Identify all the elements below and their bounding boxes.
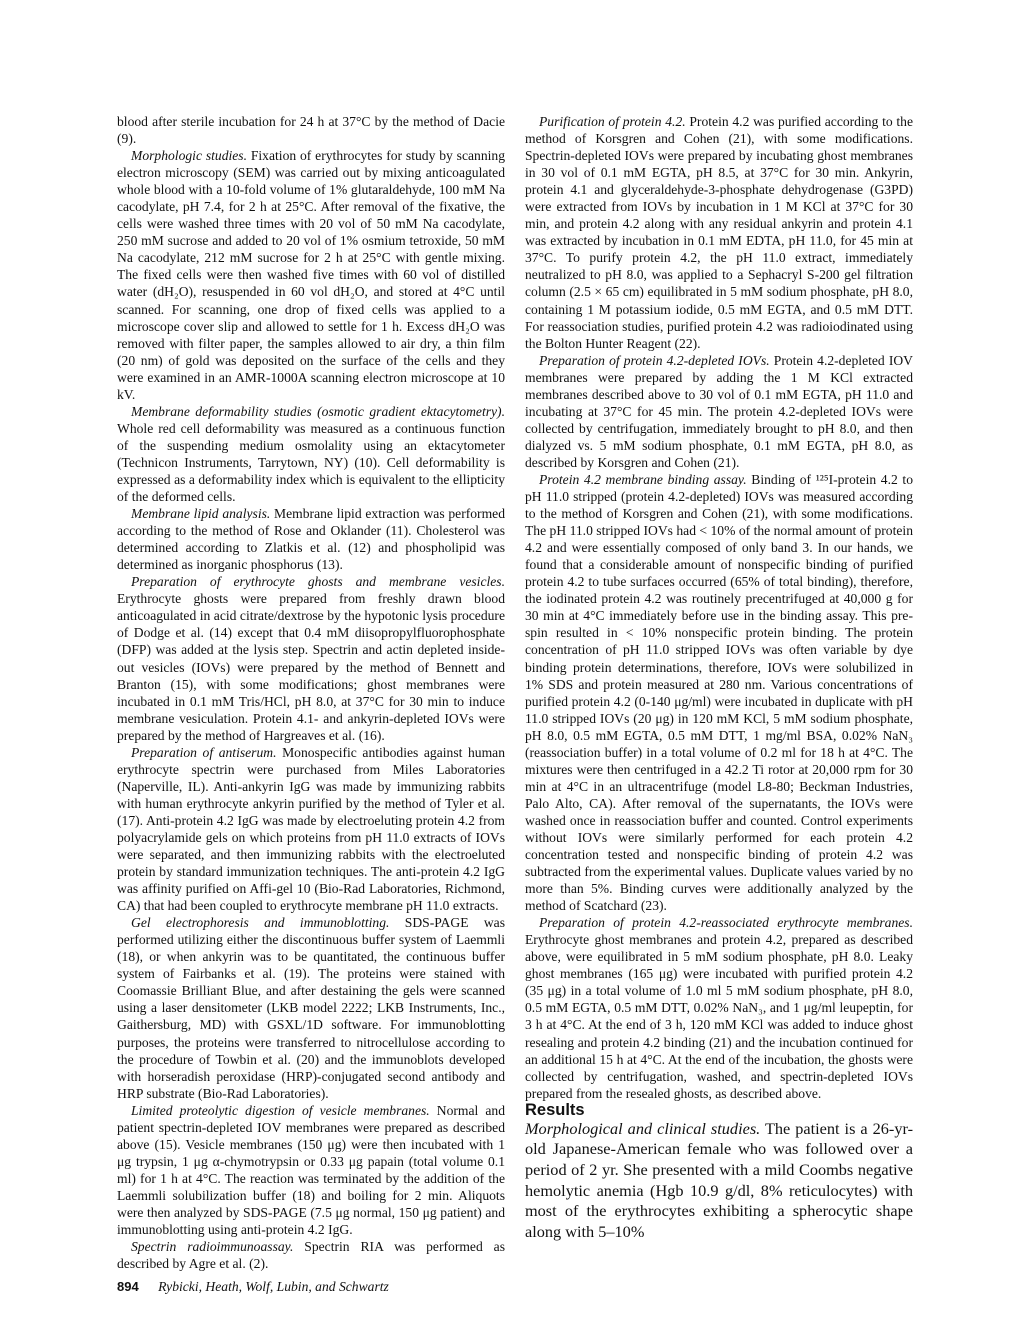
page-number: 894 xyxy=(117,1279,139,1294)
subsection-lead: Preparation of protein 4.2-depleted IOVs. xyxy=(539,352,770,368)
subsection-lead: Membrane lipid analysis. xyxy=(131,506,271,522)
subsection-lead: Preparation of antiserum. xyxy=(131,744,277,760)
subsection-lead: Morphologic studies. xyxy=(131,148,247,164)
paragraph-text: SDS-PAGE was performed utilizing either the discontinuous buffer system of Laemmli (18), or when ankyrin was to be quantitated, the continuous buffer system of Fairbanks et al. (19). The proteins were stained with Coomassie Brilliant Blue, and after destaining the gels were scanned using a laser densitometer (LKB model 2222; LKB Instruments, Inc., Gaithersburg, MD) with GSXL/1D software. For immunoblotting purposes, the proteins were transferred to nitrocellulose according to the procedure of Towbin et al. (20) and the immunoblots developed with horseradish peroxidase (HRP)-conjugated second antibody and HRP substrate (Bio-Rad Laboratories). xyxy=(117,915,506,1101)
paragraph-text: Erythrocyte ghost membranes and protein 4.2, prepared as described above, were equilibrated in 5 mM sodium phosphate, pH 8.0. Leaky ghost membranes (165 μg) were incubated with purified protein 4.2 (35 μg) in a total volume of 1.0 ml 5 mM sodium phosphate, pH 8.0, 0.5 mM EGTA, 0.5 mM DTT, 0.02% NaN₃, and 1 μg/ml leupeptin, for 3 h at 4°C. At the end of 3 h, 120 mM KCl was added to induce ghost resealing and protein 4.2 binding (21) and the incubation continued for an additional 15 h at 4°C. At the end of the incubation, the ghosts were collected by centrifugation, washed, and spectrin-depleted IOVs prepared from the resealed ghosts, as described above. xyxy=(525,932,913,1101)
paragraph-text: Binding of ¹²⁵I-protein 4.2 to pH 11.0 stripped (protein 4.2-depleted) IOVs was measured according to the method of Korsgren and Cohen (21), with some modifications. The pH 11.0 stripped IOVs had < 10% of the normal amount of protein 4.2 and were essentially composed of only band 3. In our hands, we found that a considerable amount of nonspecific binding of purified protein 4.2 to tube surfaces occurred (65% of total binding), therefore, the iodinated protein 4.2 was routinely precentrifuged at 40,000 g for 30 min at 4°C immediately before use in the binding assay. This pre-spin resulted in < 10% nonspecific protein binding. The protein concentration of pH 11.0 stripped IOVs was often variable by dye binding protein determinations, therefore, IOVs were solubilized in 1% SDS and protein measured at 280 nm. Various concentrations of purified protein 4.2 (0-140 μg/ml) were incubated in duplicate with pH 11.0 stripped IOVs (20 μg) in 120 mM KCl, 5 mM sodium phosphate, pH 8.0, 0.5 mM EGTA, 0.5 mM DTT, 1 mg/ml BSA, 0.02% NaN₃ (reassociation buffer) in a total volume of 0.2 ml for 18 h at 4°C. The mixtures were then centrifuged in a 42.2 Ti rotor at 20,000 rpm for 30 min at 4°C in an ultracentrifuge (model L8-80; Beckman Industries, Palo Alto, CA). After removal of the supernatants, the IOVs were washed once in reassociation buffer and counted. Control experiments without IOVs were similarly performed for each protein 4.2 concentration tested and nonspecific binding of protein 4.2 was subtracted from the experimental values. Duplicate values varied by no more than 5%. Binding curves were additionally analyzed by the method of Scatchard (23). xyxy=(525,471,913,914)
paragraph xyxy=(525,471,913,914)
paragraph-text: Whole red cell deformability was measured as a continuous function of the suspending medium osmolality using an ektacytometer (Technicon Instruments, Tarrytown, NY) (10). Cell deformability is expressed as a deformability index which is equivalent to the ellipticity of the deformed cells. xyxy=(117,420,505,505)
subsection-lead: Purification of protein 4.2. xyxy=(539,114,686,129)
paragraph xyxy=(117,914,505,1102)
left-column xyxy=(117,113,505,1272)
paragraph-text: Membrane lipid extraction was performed according to the method of Rose and Oklander (11). Cholesterol was determined according to Zlatkis et al. (12) and phospholipid was determined as inorganic phosphorus (13). xyxy=(117,506,505,573)
paragraph-text: Normal and patient spectrin-depleted IOV membranes were prepared as described above (15). Vesicle membranes (150 μg) were then incubated with 1 μg trypsin, 1 μg α-chymotrypsin or 0.33 μg papain (total volume 0.1 ml) for 1 h at 4°C. The reaction was terminated by the addition of the Laemmli solubilization buffer (18) and boiling for 2 min. Aliquots were then analyzed by SDS-PAGE (7.5 μg normal, 150 μg patient) and immunoblotting using anti-protein 4.2 IgG. xyxy=(117,1102,505,1238)
paragraph xyxy=(117,573,505,743)
paragraph xyxy=(525,914,913,1102)
paragraph-text: The patient is a 26-yr-old Japanese-American female who was followed over a period of 2 yr. She presented with a mild Coombs negative hemolytic anemia (Hgb 10.9 g/dl, 8% reticulocytes) with most of the erythrocytes exhibiting a spherocytic shape along with 5–10% xyxy=(525,1118,914,1241)
subsection-lead: Protein 4.2 membrane binding assay. xyxy=(539,471,747,487)
paragraph-text: blood after sterile incubation for 24 h at 37°C by the method of Dacie (9). xyxy=(117,114,505,147)
paragraph-text: Protein 4.2-depleted IOV membranes were prepared by adding the 1 M KCl extracted membranes described above to 30 vol of 0.1 mM EGTA, pH 11.0 and incubating at 37°C for 45 min. The protein 4.2-depleted IOVs were collected by centrifugation, immediately brought to pH 8.0, and then dialyzed vs. 5 mM sodium phosphate, 0.1 mM EGTA, pH 8.0, as described by Korsgren and Cohen (21). xyxy=(525,352,913,470)
paragraph xyxy=(117,113,505,147)
subsection-lead: Gel electrophoresis and immunoblotting. xyxy=(131,915,390,931)
paragraph xyxy=(525,1119,913,1243)
subsection-lead: Membrane deformability studies (osmotic gradient ektacytometry). xyxy=(131,403,505,419)
subsection-lead: Spectrin radioimmunoassay. xyxy=(131,1239,294,1255)
paragraph xyxy=(525,113,913,352)
paragraph xyxy=(117,744,505,914)
paragraph xyxy=(117,147,505,403)
paragraph-text: Spectrin RIA was performed as described by Agre et al. (2). xyxy=(117,1239,505,1272)
paragraph xyxy=(117,403,505,505)
subsection-lead: Preparation of erythrocyte ghosts and membrane vesicles. xyxy=(131,574,505,590)
paragraph xyxy=(117,1102,505,1238)
page-footer xyxy=(117,1279,389,1295)
right-column xyxy=(525,113,913,1242)
paragraph-text: Erythrocyte ghosts were prepared from freshly drawn blood anticoagulated in acid citrate/dextrose by the hypotonic lysis procedure of Dodge et al. (14) except that 0.4 mM diisopropylfluorophosphate (DFP) was added at the lysis step. Spectrin and actin depleted inside-out vesicles (IOVs) were prepared by the method of Bennett and Branton (15), with some modifications; ghost membranes were incubated in 0.1 mM Tris/HCl, pH 8.0, at 37°C for 30 min to induce membrane vesiculation. Protein 4.1- and ankyrin-depleted IOVs were prepared by the method of Hargreaves et al. (16). xyxy=(117,591,505,743)
subsection-lead: Morphological and clinical studies. xyxy=(525,1118,761,1138)
paragraph xyxy=(117,1238,505,1272)
paragraph-text: Protein 4.2 was purified according to the method of Korsgren and Cohen (21), with some modifications. Spectrin-depleted IOVs were prepared by incubating ghost membranes in 30 vol of 0.1 mM EGTA, pH 8.5, at 37°C for 30 min. Ankyrin, protein 4.1 and glyceraldehyde-3-phosphate dehydrogenase (G3PD) were extracted from IOVs by incubation in 1 M KCl at 37°C for 30 min, and protein 4.2 along with any residual ankyrin and protein 4.1 was extracted by incubation in 0.1 mM EDTA, pH 11.0, for 45 min at 37°C. To purify protein 4.2, the pH 11.0 extract, immediately neutralized to pH 8.0, was applied to a Sephacryl S-200 gel filtration column (2.5 × 65 cm) equilibrated in 5 mM sodium phosphate, pH 8.0, containing 1 M potassium iodide, 0.5 mM EGTA, and 0.5 mM DTT. For reassociation studies, purified protein 4.2 was radioiodinated using the Bolton Hunter Reagent (22). xyxy=(525,114,913,351)
subsection-lead: Preparation of protein 4.2-reassociated erythrocyte membranes. xyxy=(539,915,913,931)
running-authors: Rybicki, Heath, Wolf, Lubin, and Schwartz xyxy=(158,1279,389,1294)
subsection-lead: Limited proteolytic digestion of vesicle membranes. xyxy=(131,1102,430,1118)
section-heading-results: Results xyxy=(525,1100,585,1119)
paragraph xyxy=(525,352,913,471)
paragraph-text: Fixation of erythrocytes for study by scanning electron microscopy (SEM) was carried out by mixing anticoagulated whole blood with a 10-fold volume of 1% glutaraldehyde, 100 mM Na cacodylate, pH 7.4, for 2 h at 25°C. After removal of the fixative, the cells were washed three times with 20 vol of 50 mM Na cacodylate, 250 mM sucrose and added to 20 vol of 1% osmium tetroxide, 50 mM Na cacodylate, 212 mM sucrose for 2 h at 25°C with gentle mixing. The fixed cells were then washed five times with 60 vol of distilled water (dH₂O), resuspended in 60 vol dH₂O, and stored at 4°C until scanned. For scanning, one drop of fixed cells was applied to a microscope cover slip and allowed to settle for 1 h. Excess dH₂O was removed with filter paper, the samples allowed to air dry, a thin film (20 nm) of gold was deposited on the surface of the cells and they were examined in an AMR-1000A scanning electron microscope at 10 kV. xyxy=(117,148,505,402)
paragraph xyxy=(117,505,505,573)
paragraph-text: Monospecific antibodies against human erythrocyte spectrin were purchased from Miles Laboratories (Naperville, IL). Anti-ankyrin IgG was made by immunizing rabbits with human erythrocyte ankyrin purified by the method of Tyler et al. (17). Anti-protein 4.2 IgG was made by electroeluting protein 4.2 from polyacrylamide gels on which proteins from pH 11.0 extracts of IOVs were separated, and then immunizing rabbits with the electroeluted protein by standard immunization techniques. The anti-protein 4.2 IgG was affinity purified on Affi-gel 10 (Bio-Rad Laboratories, Richmond, CA) that had been coupled to erythrocyte membrane pH 11.0 extracts. xyxy=(117,744,505,914)
